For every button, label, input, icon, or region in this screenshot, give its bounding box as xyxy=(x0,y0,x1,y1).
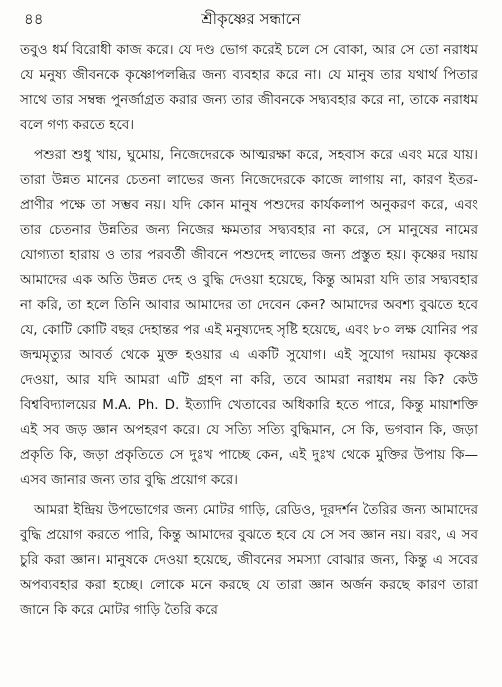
paragraph: আমরা ইন্দ্রিয় উপভোগের জন্য মোটর গাড়ি, রেডিও, দূরদর্শন তৈরির জন্য আমাদের বুদ্ধি প্রয়োগ করতে পারি, কিন্তু আমাদের বুঝতে হবে যে সে সব জ্ঞান নয়। বরং, এ সব চুরি করা জ্ঞান। মানুষকে দেওয়া হয়েছে, জীবনের সমস্যা বোঝার জন্য, কিন্তু এ সবের অপব্যবহার করা হচ্ছে। লোকে মনে করছে যে তারা জ্ঞান অর্জন করছে কারণ তারা জানে কি করে মোটর গাড়ি তৈরি করে xyxy=(20,502,478,618)
page-number: ৪৪ xyxy=(24,10,44,28)
running-title: শ্রীকৃষ্ণের সন্ধানে xyxy=(201,10,301,28)
body-text xyxy=(20,38,478,623)
paragraph: তবুও ধর্ম বিরোধী কাজ করে। যে দণ্ড ভোগ করেই চলে সে বোকা, আর সে তো নরাধম যে মনুষ্য জীবনকে কৃষ্ণোপলব্ধির জন্য ব্যবহার করে না। যে মানুষ তার যথার্থ পিতার সাথে তার সম্বন্ধ পুনর্জাগ্রত করার জন্য তার জীবনকে সদ্ব্যবহার করে না, তাকে নরাধম বলে গণ্য করতে হবে। xyxy=(20,42,478,133)
page-header xyxy=(20,6,482,32)
paragraph: পশুরা শুধু খায়, ঘুমোয়, নিজেদেরকে আত্মরক্ষা করে, সহবাস করে এবং মরে যায়। তারা উন্নত মানের চেতনা লাভের জন্য নিজেদেরকে কাজে লাগায় না, কারণ ইতর-প্রাণীর পক্ষে তা সম্ভব নয়। যদি কোন মানুষ পশুদের কার্যকলাপ অনুকরণ করে, এবং তার চেতনার উন্নতির জন্য নিজের ক্ষমতার সদ্ব্যবহার না করে, সে মানুষের নামের যোগ্যতা হারায় ও তার পরবর্তী জীবনে পশুদেহ লাভের জন্য প্রস্তুত হয়। কৃষ্ণের দয়ায় আমাদের এক অতি উন্নত দেহ ও বুদ্ধি দেওয়া হয়েছে, কিন্তু আমরা যদি তার সদ্ব্যবহার না করি, তা হলে তিনি আবার আমাদের তা দেবেন কেন? আমাদের অবশ্য বুঝতে হবে যে, কোটি কোটি বছর দেহান্তর পর এই মনুষ্যদেহ সৃষ্টি হয়েছে, এবং ৮০ লক্ষ যোনির পর জন্মমৃত্যুর আবর্ত থেকে মুক্ত হওয়ার এ একটি সুযোগ। এই সুযোগ দয়াময় কৃষ্ণের দেওয়া, আর যদি আমরা এটি গ্রহণ না করি, তবে আমরা নরাধম নয় কি? কেউ বিশ্ববিদ্যালয়ের M.A. Ph. D. ইত্যাদি খেতাবের অধিকারি হতে পারে, কিন্তু মায়াশক্তি এই সব জড় জ্ঞান অপহরণ করে। যে সত্যি সত্যি বুদ্ধিমান, সে কি, ভগবান কি, জড়া প্রকৃতি কি, জড়া প্রকৃতিতে সে দুঃখ পাচ্ছে কেন, এই দুঃখ থেকে মুক্তির উপায় কি— এসব জানার জন্য তার বুদ্ধি প্রয়োগ করে। xyxy=(20,147,478,488)
